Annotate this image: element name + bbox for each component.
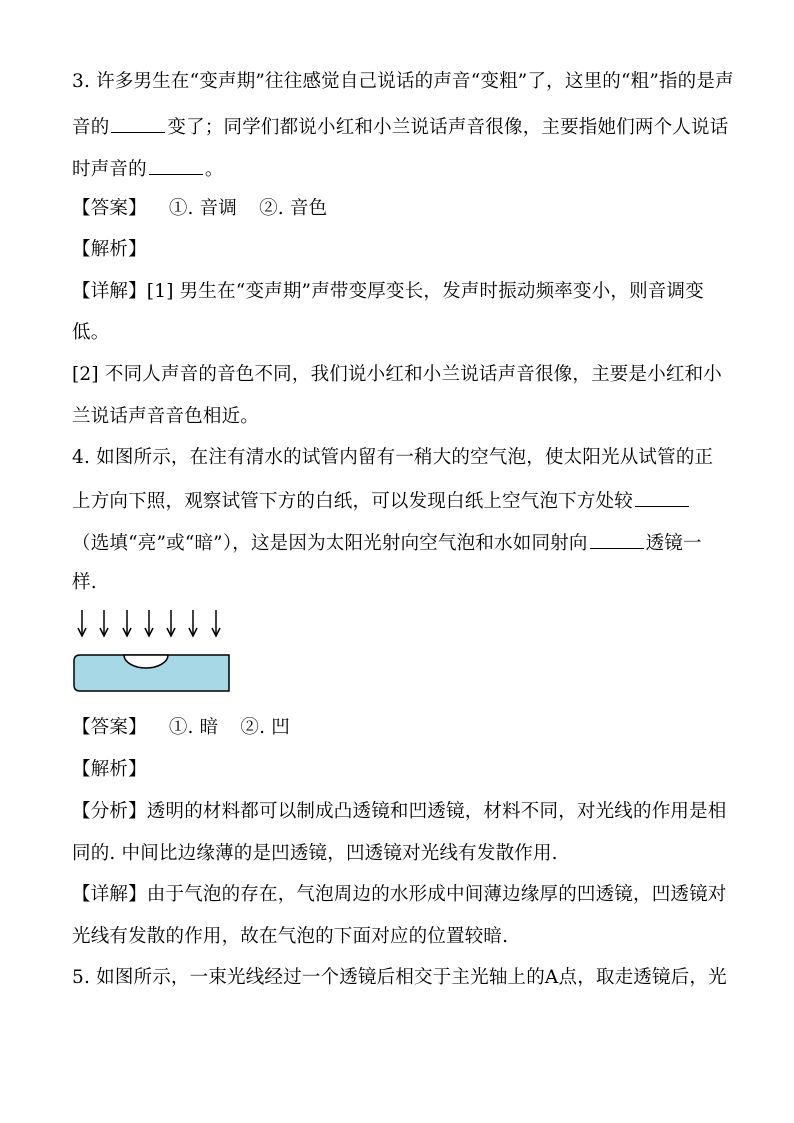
arrow-3 [123, 610, 131, 636]
answer-label: 【答案】 [72, 198, 147, 219]
q4-stem-line3 [72, 530, 702, 556]
q4-analysis-line1: 【分析】透明的材料都可以制成凸透镜和凹透镜，材料不同，对光线的作用是相 [72, 801, 727, 822]
arrow-4 [145, 610, 153, 636]
arrow-6 [189, 610, 197, 636]
q3-stem-text-a: 音的 [72, 117, 110, 138]
q3-stem-line1: 3. 许多男生在“变声期”往往感觉自己说话的声音“变粗”了，这里的“粗”指的是声 [72, 71, 734, 92]
q4-detail-line2: 光线有发散的作用，故在气泡的下面对应的位置较暗. [72, 926, 509, 947]
q3-stem-line2 [72, 114, 728, 140]
q5-stem-line1: 5. 如图所示，一束光线经过一个透镜后相交于主光轴上的A点，取走透镜后，光 [72, 967, 727, 988]
answer-label: 【答案】 [72, 717, 147, 738]
answer-blank-2 [149, 156, 203, 175]
q3-detail-line2: 低。 [72, 322, 110, 343]
sunlight-arrows [78, 610, 220, 636]
q4-stem-line2 [72, 488, 691, 514]
q4-analysis-label: 【解析】 [72, 759, 147, 780]
q3-detail-line3: [2] 不同人声音的音色不同，我们说小红和小兰说话声音很像，主要是小红和小 [72, 364, 722, 385]
answer-blank-1 [111, 114, 165, 133]
arrow-1 [78, 610, 86, 636]
q3-stem-text-d: 。 [204, 159, 224, 180]
answer-item-2: ②. 凹 [240, 717, 290, 738]
arrow-2 [100, 610, 108, 636]
q3-analysis-label: 【解析】 [72, 239, 147, 260]
q4-answer [72, 716, 290, 740]
answer-blank-4 [590, 530, 644, 549]
q3-stem-line3 [72, 156, 224, 182]
q3-stem-text-c: 时声音的 [72, 159, 147, 180]
answer-item-1: ①. 暗 [168, 717, 219, 738]
q3-detail-line1: 【详解】[1] 男生在“变声期”声带变厚变长，发声时振动频率变小，则音调变 [72, 281, 704, 302]
q4-stem-text-b: （选填“亮”或“暗”），这是因为太阳光射向空气泡和水如同射向 [72, 533, 588, 554]
arrow-7 [212, 610, 220, 636]
q4-analysis-line2: 同的. 中间比边缘薄的是凹透镜，凹透镜对光线有发散作用. [72, 843, 558, 864]
q3-stem-text-b: 变了；同学们都说小红和小兰说话声音很像，主要指她们两个人说话 [167, 117, 729, 138]
q3-answer [72, 197, 327, 221]
q3-detail-line4: 兰说话声音音色相近。 [72, 406, 260, 427]
arrow-5 [167, 610, 175, 636]
q4-stem-text-c: 透镜一 [645, 533, 702, 554]
test-tube-figure [72, 608, 242, 698]
q4-stem-line1: 4. 如图所示，在注有清水的试管内留有一稍大的空气泡，使太阳光从试管的正 [72, 447, 714, 468]
answer-item-2: ②. 音色 [259, 198, 328, 219]
answer-item-1: ①. 音调 [168, 198, 238, 219]
q4-detail-line1: 【详解】由于气泡的存在，气泡周边的水形成中间薄边缘厚的凹透镜，凹透镜对 [72, 884, 727, 905]
answer-blank-3 [635, 488, 689, 507]
q4-stem-text-a: 上方向下照，观察试管下方的白纸，可以发现白纸上空气泡下方处较 [72, 491, 634, 512]
q4-stem-line4: 样. [72, 572, 97, 593]
